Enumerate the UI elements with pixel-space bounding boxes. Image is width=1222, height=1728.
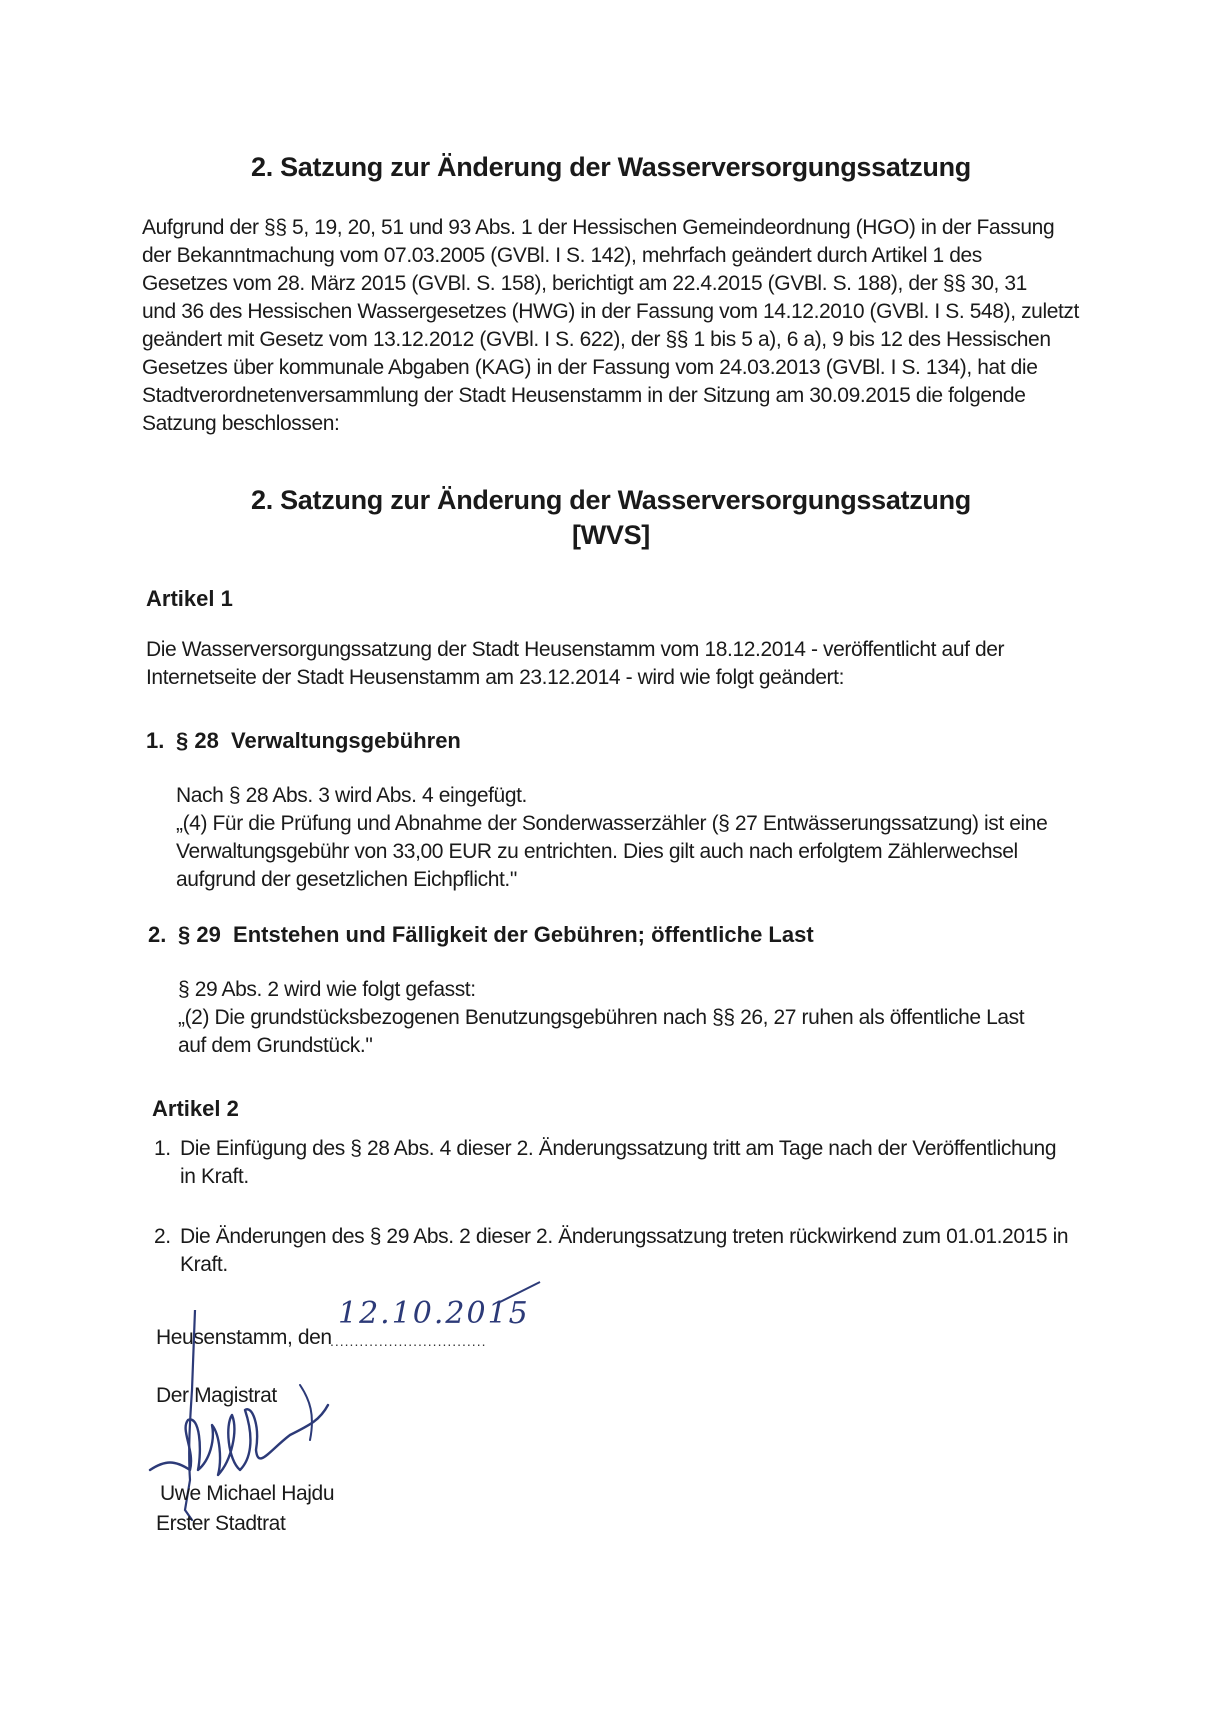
document-title: 2. Satzung zur Änderung der Wasserversorgungssatzung	[250, 152, 972, 182]
date-dotted-line: ................................	[330, 1333, 487, 1349]
item-number: 1.	[146, 728, 165, 753]
item-line: Verwaltungsgebühr von 33,00 EUR zu entrichten. Dies gilt auch nach erfolgtem Zählerwechsel	[176, 840, 1018, 863]
item-line: Die Änderungen des § 29 Abs. 2 dieser 2. Änderungssatzung treten rückwirkend zum 01.01.2015 in	[180, 1225, 1069, 1248]
artikel1-item1-body	[176, 782, 1047, 894]
artikel2-item2-body	[180, 1223, 1068, 1279]
place-date-label: Heusenstamm, den	[156, 1326, 332, 1349]
artikel1-item1-heading	[146, 728, 461, 754]
artikel2-item2-number	[154, 1223, 171, 1251]
preamble-line: Aufgrund der §§ 5, 19, 20, 51 und 93 Abs. 1 der Hessischen Gemeindeordnung (HGO) in der Fassung	[142, 216, 1055, 239]
preamble-line: Stadtverordnetenversammlung der Stadt Heusenstamm in der Sitzung am 30.09.2015 die folgende	[142, 384, 1026, 407]
item-title: § 29 Entstehen und Fälligkeit der Gebühren; öffentliche Last	[178, 922, 814, 947]
artikel1-intro	[146, 636, 1004, 692]
artikel1-item2-heading	[148, 922, 814, 948]
item-number: 1.	[154, 1137, 171, 1160]
preamble-line: der Bekanntmachung vom 07.03.2005 (GVBl. I S. 142), mehrfach geändert durch Artikel 1 des	[142, 244, 982, 267]
artikel2-heading: Artikel 2	[152, 1096, 239, 1121]
date-flourish	[440, 1280, 660, 1320]
preamble-line: Gesetzes über kommunale Abgaben (KAG) in der Fassung vom 24.03.2013 (GVBl. I S. 134), hat die	[142, 356, 1038, 379]
item-number: 2.	[148, 922, 167, 947]
preamble-line: Satzung beschlossen:	[142, 412, 340, 435]
artikel1-intro-line: Internetseite der Stadt Heusenstamm am 23.12.2014 - wird wie folgt geändert:	[146, 666, 844, 689]
item-title: § 28 Verwaltungsgebühren	[176, 728, 461, 753]
signatory-role: Erster Stadtrat	[156, 1512, 286, 1535]
statute-abbreviation: [WVS]	[572, 520, 650, 550]
item-line: „(2) Die grundstücksbezogenen Benutzungsgebühren nach §§ 26, 27 ruhen als öffentliche Last	[178, 1006, 1025, 1029]
item-line: § 29 Abs. 2 wird wie folgt gefasst:	[178, 978, 476, 1001]
item-line: „(4) Für die Prüfung und Abnahme der Sonderwasserzähler (§ 27 Entwässerungssatzung) ist eine	[176, 812, 1048, 835]
preamble	[142, 214, 1079, 438]
item-line: Die Einfügung des § 28 Abs. 4 dieser 2. Änderungssatzung tritt am Tage nach der Veröffentlichung	[180, 1137, 1057, 1160]
statute-title: 2. Satzung zur Änderung der Wasserversorgungssatzung	[250, 485, 972, 515]
signatory-name: Uwe Michael Hajdu	[160, 1482, 335, 1505]
artikel1-intro-line: Die Wasserversorgungssatzung der Stadt Heusenstamm vom 18.12.2014 - veröffentlicht auf der	[146, 638, 1005, 661]
preamble-line: geändert mit Gesetz vom 13.12.2012 (GVBl. I S. 622), der §§ 1 bis 5 a), 6 a), 9 bis 12 des Hessischen	[142, 328, 1051, 351]
authority-label: Der Magistrat	[156, 1384, 277, 1407]
preamble-line: Gesetzes vom 28. März 2015 (GVBl. S. 158), berichtigt am 22.4.2015 (GVBl. S. 188), der §§ 30, 31	[142, 272, 1027, 295]
artikel2-item1-body	[180, 1135, 1056, 1191]
item-line: in Kraft.	[180, 1165, 249, 1188]
artikel1-heading: Artikel 1	[146, 586, 233, 611]
item-line: auf dem Grundstück."	[178, 1034, 373, 1057]
handwritten-date: 12.10.2015	[338, 1296, 530, 1331]
item-number: 2.	[154, 1225, 171, 1248]
artikel2-item1-number	[154, 1135, 171, 1163]
item-line: Kraft.	[180, 1253, 228, 1276]
item-line: aufgrund der gesetzlichen Eichpflicht."	[176, 868, 517, 891]
preamble-line: und 36 des Hessischen Wassergesetzes (HWG) in der Fassung vom 14.12.2010 (GVBl. I S. 548), zuletzt	[142, 300, 1079, 323]
artikel1-item2-body	[178, 976, 1024, 1060]
item-line: Nach § 28 Abs. 3 wird Abs. 4 eingefügt.	[176, 784, 527, 807]
